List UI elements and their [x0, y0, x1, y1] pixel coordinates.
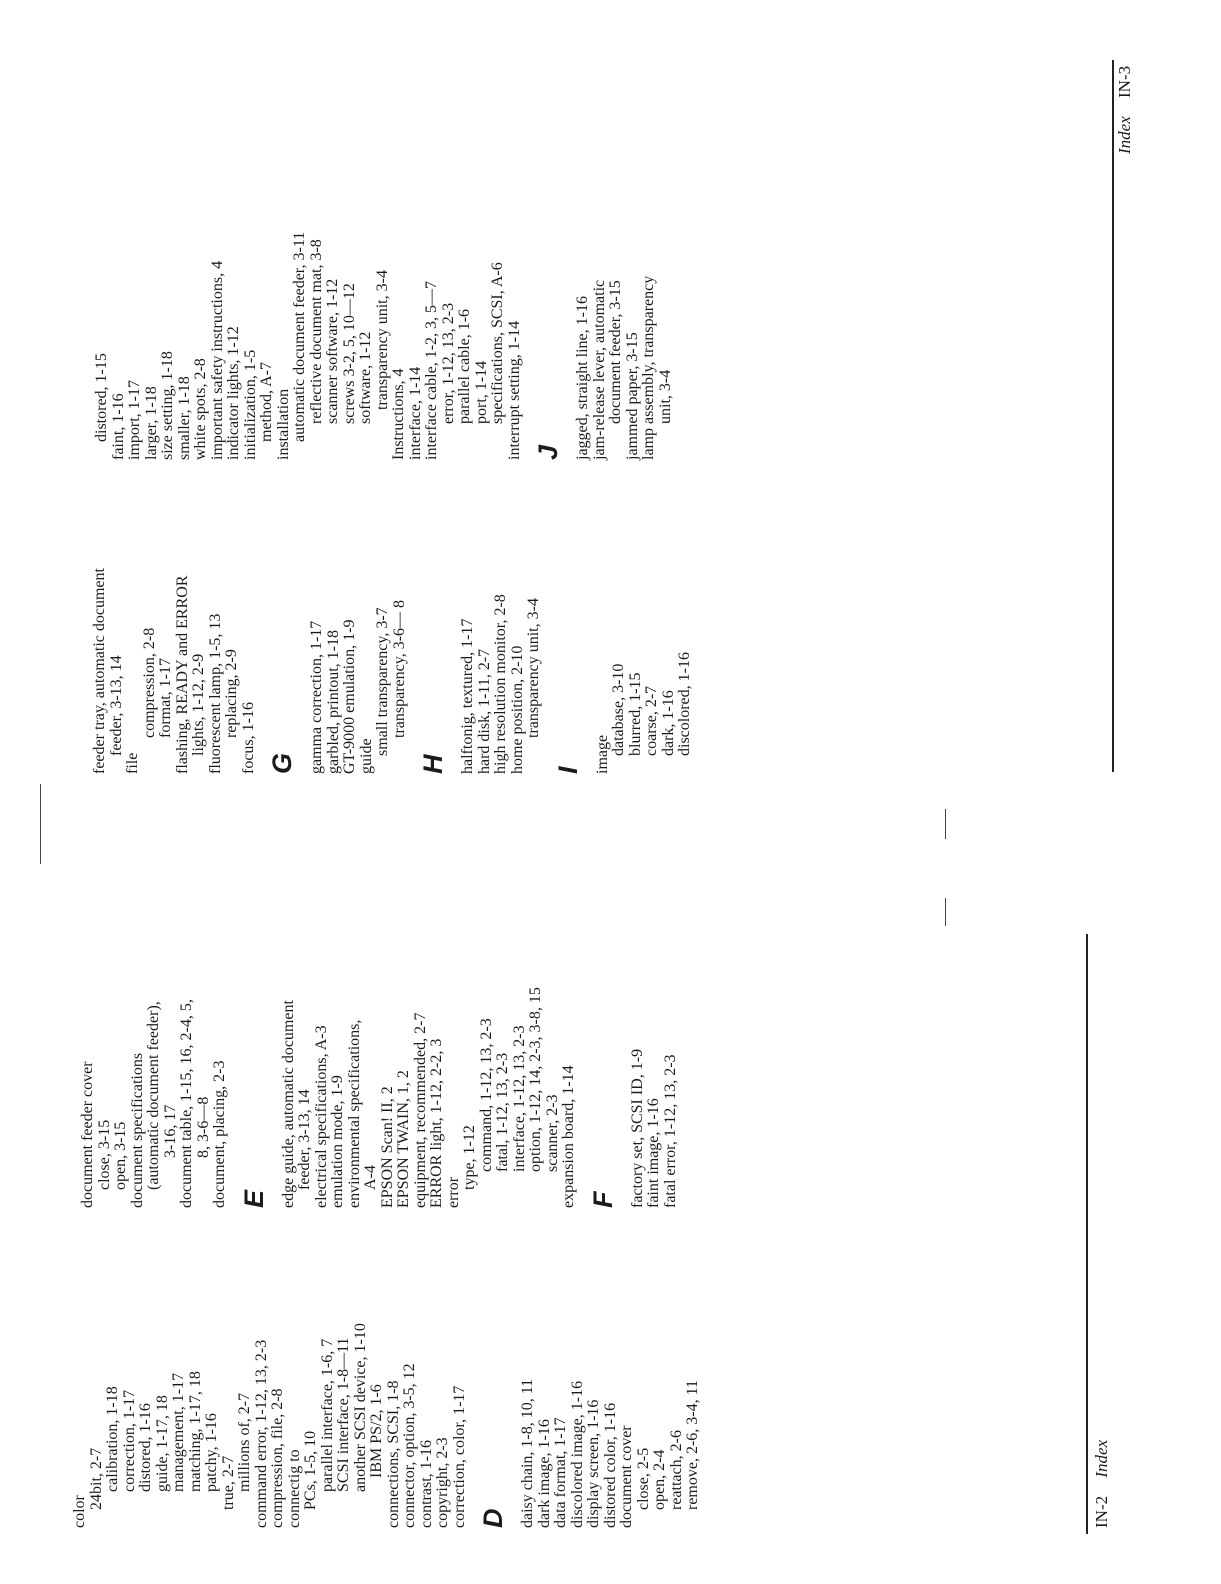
index-entry: small transparency, 3-7 [374, 607, 391, 756]
left-page-column-1 [72, 1323, 702, 1528]
index-entry: parallel interface, 1-6, 7 [318, 1338, 336, 1492]
index-entry: discolored image, 1-16 [568, 1380, 586, 1528]
section-letter-heading: D [478, 1508, 508, 1528]
index-entry: guide [357, 738, 375, 774]
index-entry: type, 1-12 [461, 1125, 478, 1190]
index-entry: correction, 1-17 [120, 1389, 138, 1492]
index-entry: hard disk, 1-11, 2-7 [475, 648, 493, 774]
index-entry: distored, 1-16 [137, 1403, 154, 1492]
index-entry: color [71, 1495, 88, 1528]
left-page-number: IN-2 [1092, 1495, 1111, 1528]
index-entry: SCSI interface, 1-8—11 [335, 1337, 352, 1492]
index-entry: open, 2-4 [651, 1449, 668, 1510]
right-page-footer-label: Index [1115, 116, 1134, 154]
index-entry: correction, color, 1-17 [450, 1385, 468, 1528]
index-entry: automatic document feeder, 3-11 [291, 231, 308, 442]
index-entry: GT-9000 emulation, 1-9 [341, 619, 358, 774]
index-entry: (automatic document feeder), [145, 1001, 162, 1190]
index-entry: guide, 1-17, 18 [153, 1395, 171, 1492]
index-entry: A-4 [362, 1165, 379, 1190]
index-entry: reattach, 2-6 [667, 1430, 685, 1510]
right-page-number: IN-3 [1115, 65, 1134, 98]
section-letter-heading: I [552, 766, 583, 774]
index-entry: contrast, 1-16 [417, 1440, 435, 1528]
index-entry: database, 3-10 [610, 663, 627, 756]
index-entry: management, 1-17 [170, 1372, 187, 1492]
index-entry: calibration, 1-18 [104, 1386, 121, 1492]
index-entry: equipment, recommended, 2-7 [411, 1012, 429, 1208]
index-entry: discolored, 1-16 [676, 652, 693, 756]
index-entry: unit, 3-4 [656, 369, 674, 424]
index-entry: blurred, 1-15 [626, 672, 644, 756]
index-entry: connections, SCSI, 1-8 [384, 1380, 402, 1528]
index-entry: white spots, 2-8 [192, 358, 209, 460]
index-entry: gamma correction, 1-17 [308, 620, 325, 774]
index-entry: EPSON Scan! II, 2 [378, 1086, 396, 1208]
index-entry: expansion board, 1-14 [560, 1065, 577, 1208]
index-entry: dark, 1-16 [659, 690, 677, 756]
gutter-line-mark [945, 809, 946, 839]
index-entry: open, 3-15 [112, 1121, 129, 1190]
index-entry: emulation mode, 1-9 [329, 1075, 346, 1208]
section-letter-heading: H [418, 754, 448, 774]
index-entry: display screen, 1-16 [585, 1399, 602, 1528]
index-entry: important safety instructions, 4 [208, 260, 226, 460]
index-entry: data format, 1-17 [552, 1417, 569, 1528]
index-entry: jam-release lever, automatic [590, 279, 608, 460]
index-entry: scanner, 2-3 [543, 1094, 561, 1172]
index-entry: another SCSI device, 1-10 [351, 1323, 369, 1492]
index-entry: jagged, straight line, 1-16 [574, 296, 591, 460]
index-entry: installation [274, 388, 292, 460]
index-entry: high resolution monitor, 2-8 [492, 594, 509, 774]
index-entry: port, 1-14 [472, 360, 490, 424]
right-page-column-2 [94, 232, 674, 460]
index-entry: feeder, 3-13, 14 [107, 655, 125, 756]
section-letter-heading: J [533, 444, 563, 460]
index-entry: remove, 2-6, 3-4, 11 [684, 1379, 701, 1510]
index-entry: option, 1-12, 14, 2-3, 3-8, 15 [527, 987, 544, 1172]
index-entry: edge guide, automatic document [279, 1000, 297, 1208]
left-page-footer-rule [1086, 934, 1088, 1534]
index-entry: command error, 1-12, 13, 2-3 [252, 1339, 270, 1528]
index-entry: larger, 1-18 [142, 386, 160, 460]
index-entry: interface cable, 1-2, 3, 5—7 [423, 280, 440, 460]
index-entry: factory set, SCSI ID, 1-9 [628, 1048, 646, 1208]
left-page-footer [1092, 1440, 1112, 1528]
index-entry: PCs, 1-5, 10 [302, 1430, 319, 1510]
index-entry: method, A-7 [258, 362, 275, 442]
index-entry: scanner software, 1-12 [324, 278, 341, 424]
section-letter-heading: G [267, 752, 297, 774]
index-entry: environmental specifications, [345, 1019, 363, 1208]
index-entry: file [124, 752, 141, 774]
index-entry: EPSON TWAIN, 1, 2 [395, 1070, 412, 1208]
index-entry: interface, 1-14 [406, 366, 424, 460]
index-entry: patchy, 1-16 [203, 1413, 220, 1492]
index-entry: specifications, SCSI, A-6 [489, 262, 506, 424]
index-entry: faint image, 1-16 [645, 1098, 662, 1208]
index-entry: 3-16, 17 [161, 1104, 179, 1158]
index-entry: IBM PS/2, 1-6 [368, 1384, 385, 1478]
left-page-column-2 [80, 987, 679, 1208]
index-entry: lights, 1-12, 2-9 [190, 653, 207, 756]
index-entry: feeder, 3-13, 14 [296, 1089, 313, 1190]
right-page-footer [1115, 66, 1135, 154]
index-entry: 8, 3-6—8 [194, 1096, 212, 1158]
index-entry: electrical specifications, A-3 [312, 1025, 330, 1208]
index-entry: faint, 1-16 [109, 393, 127, 460]
index-entry: compression, 2-8 [140, 627, 158, 738]
gutter-line-mark [40, 784, 41, 864]
section-letter-heading: E [238, 1189, 269, 1208]
index-entry: error, 1-12, 13, 2-3 [439, 302, 457, 424]
index-entry: image [593, 734, 611, 774]
index-entry: screws 3-2, 5, 10—12 [340, 283, 358, 424]
index-entry: document, placing, 2-3 [211, 1060, 228, 1208]
index-entry: parallel cable, 1-6 [456, 308, 473, 424]
right-page-footer-rule [1112, 60, 1114, 772]
index-entry: document feeder, 3-15 [607, 280, 624, 424]
index-entry: fluorescent lamp, 1-5, 13 [206, 613, 224, 774]
index-entry: halftonig, textured, 1-17 [459, 618, 476, 774]
index-entry: size setting, 1-18 [159, 351, 176, 460]
index-entry: daisy chain, 1-8, 10, 11 [519, 1378, 536, 1528]
index-entry: home position, 2-10 [508, 645, 526, 774]
index-entry: command, 1-12, 13, 2-3 [477, 1018, 495, 1172]
index-entry: Instructions, 4 [390, 368, 407, 460]
index-entry: interface, 1-12, 13, 2-3 [510, 1025, 528, 1172]
index-entry: dark image, 1-16 [535, 1419, 553, 1528]
index-entry: coarse, 2-7 [643, 685, 660, 756]
index-entry: close, 3-15 [95, 1119, 113, 1190]
section-letter-heading: F [587, 1191, 618, 1208]
index-entry: replacing, 2-9 [223, 649, 240, 738]
index-entry: smaller, 1-18 [175, 376, 193, 460]
index-entry: garbled, printout, 1-18 [324, 630, 342, 774]
index-entry: true, 2-7 [219, 1455, 237, 1510]
index-entry: initialization, 1-5 [241, 349, 259, 460]
index-entry: connector, option, 3-5, 12 [401, 1363, 418, 1528]
index-entry: close, 2-5 [634, 1447, 652, 1510]
index-entry: error [444, 1176, 462, 1208]
index-entry: connectig to [285, 1449, 303, 1528]
index-entry: feeder tray, automatic document [91, 568, 108, 774]
index-entry: reflective document mat, 3-8 [307, 239, 325, 424]
index-entry: document cover [618, 1425, 635, 1528]
index-entry: ERROR light, 1-12, 2-2, 3 [428, 1038, 445, 1208]
index-entry: indicator lights, 1-12 [225, 326, 242, 460]
index-entry: matching, 1-17, 18 [186, 1371, 204, 1492]
index-entry: jammed paper, 3-15 [623, 332, 641, 460]
index-entry: lamp assembly, transparency [640, 275, 657, 460]
index-entry: fatal error, 1-12, 13, 2-3 [661, 1054, 679, 1208]
index-entry: transparency unit, 3-4 [373, 270, 391, 410]
index-entry: transparency unit, 3-4 [525, 598, 542, 738]
index-entry: document table, 1-15, 16, 2-4, 5, [178, 999, 195, 1208]
index-entry: document feeder cover [79, 1061, 96, 1208]
index-entry: millions of, 2-7 [236, 1392, 253, 1492]
index-entry: copyright, 2-3 [434, 1437, 451, 1528]
index-entry: distored, 1-15 [93, 353, 110, 442]
index-entry: fatal, 1-12, 13, 2-3 [494, 1052, 511, 1172]
index-entry: flashing, READY and ERROR [173, 575, 191, 774]
index-entry: distored color, 1-16 [601, 1402, 619, 1528]
index-entry: focus, 1-16 [239, 702, 257, 774]
index-entry: document specifications [128, 1052, 146, 1208]
left-page-footer-label: Index [1092, 1439, 1111, 1478]
index-entry: import, 1-17 [126, 380, 143, 460]
index-entry: compression, file, 2-8 [269, 1388, 286, 1528]
index-entry: interrupt setting, 1-14 [505, 320, 523, 460]
gutter-line-mark [945, 898, 946, 926]
index-entry: transparency, 3-6— 8 [390, 599, 408, 738]
index-entry: software, 1-12 [357, 331, 374, 424]
right-page-column-1 [92, 568, 694, 774]
index-entry: 24bit, 2-7 [87, 1447, 105, 1510]
index-entry: format, 1-17 [157, 658, 174, 738]
